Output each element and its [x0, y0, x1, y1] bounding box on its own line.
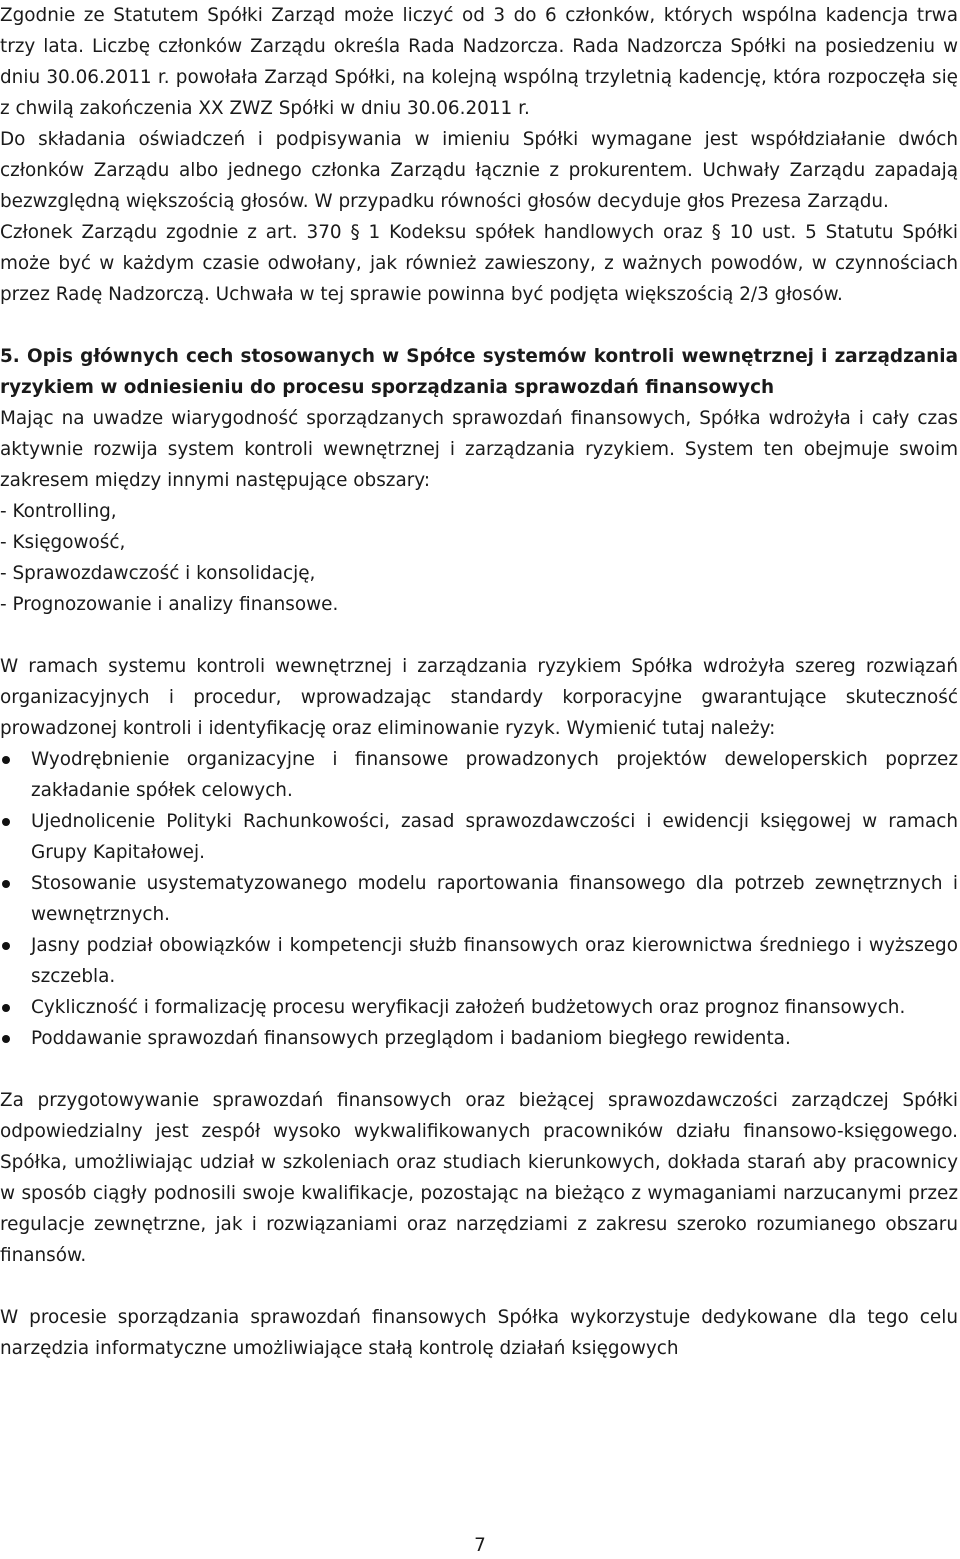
bullet-list-item [0, 868, 958, 930]
bullet-icon [2, 1004, 10, 1012]
bullet-list-item [0, 992, 958, 1023]
measures-bullet-list [0, 744, 958, 1054]
paragraph-board-dismissal: Członek Zarządu zgodnie z art. 370 § 1 Kodeksu spółek handlowych oraz § 10 ust. 5 Statutu Spółki może być w każdym czasie odwołany, jak również zawieszony, z ważnych powodów, w czynnościach przez Radę Nadzorczą. Uchwała w tej sprawie powinna być podjęta większością 2/3 głosów. [0, 222, 958, 305]
paragraph-board-composition: Zgodnie ze Statutem Spółki Zarząd może liczyć od 3 do 6 członków, których wspólna kadencja trwa trzy lata. Liczbę członków Zarządu określa Rada Nadzorcza. Rada Nadzorcza Spółki na posiedzeniu w dniu 30.06.2011 r. powołała Zarząd Spółki, na kolejną wspólną trzyletnią kadencję, która rozpoczęła się z chwilą zakończenia XX ZWZ Spółki w dniu 30.06.2011 r. [0, 5, 958, 119]
paragraph-it-tools: W procesie sporządzania sprawozdań finansowych Spółka wykorzystuje dedykowane dla tego celu narzędzia informatyczne umożliwiające stałą kontrolę działań księgowych [0, 1307, 958, 1359]
dash-list-item: - Księgowość, [0, 532, 126, 553]
dash-list-item: - Kontrolling, [0, 501, 117, 522]
bullet-list-item [0, 930, 958, 992]
page-number: 7 [474, 1535, 486, 1556]
section-heading: 5. Opis głównych cech stosowanych w Spółce systemów kontroli wewnętrznej i zarządzania ryzykiem w odniesieniu do procesu sporządzania sprawozdań finansowych [0, 346, 958, 398]
bullet-text: Wyodrębnienie organizacyjne i finansowe prowadzonych projektów deweloperskich poprzez zakładanie spółek celowych. [31, 749, 958, 801]
dash-list-item: - Sprawozdawczość i konsolidację, [0, 563, 316, 584]
bullet-icon [2, 756, 10, 764]
bullet-icon [2, 880, 10, 888]
bullet-list-item [0, 1023, 958, 1054]
bullet-text: Ujednolicenie Polityki Rachunkowości, zasad sprawozdawczości i ewidencji księgowej w ramach Grupy Kapitałowej. [31, 811, 958, 863]
bullet-text: Poddawanie sprawozdań finansowych przeglądom i badaniom biegłego rewidenta. [31, 1028, 791, 1049]
bullet-icon [2, 1035, 10, 1043]
paragraph-finance-staff: Za przygotowywanie sprawozdań finansowych oraz bieżącej sprawozdawczości zarządczej Spółki odpowiedzialny jest zespół wysoko wykwalifikowanych pracowników działu finansowo-księgowego. Spółka, umożliwiając udział w szkoleniach oraz studiach kierunkowych, dokłada starań aby pracownicy w sposób ciągły podnosili swoje kwalifikacje, pozostając na bieżąco z wymaganiami narzucanymi przez regulacje zewnętrzne, jak i rozwiązaniami oraz narzędziami z zakresu szeroko rozumianego obszaru finansów. [0, 1090, 958, 1266]
bullet-text: Stosowanie usystematyzowanego modelu raportowania finansowego dla potrzeb zewnętrznych i wewnętrznych. [31, 873, 958, 925]
bullet-list-item [0, 744, 958, 806]
paragraph-section-intro: Mając na uwadze wiarygodność sporządzanych sprawozdań finansowych, Spółka wdrożyła i cały czas aktywnie rozwija system kontroli wewnętrznej i zarządzania ryzykiem. System ten obejmuje swoim zakresem między innymi następujące obszary: [0, 408, 958, 491]
areas-dash-list [0, 496, 958, 620]
bullet-text: Jasny podział obowiązków i kompetencji służb finansowych oraz kierownictwa średniego i wyższego szczebla. [31, 935, 958, 987]
bullet-text: Cykliczność i formalizację procesu weryfikacji założeń budżetowych oraz prognoz finansowych. [31, 997, 906, 1018]
bullet-icon [2, 818, 10, 826]
bullet-icon [2, 942, 10, 950]
paragraph-signing-rules: Do składania oświadczeń i podpisywania w imieniu Spółki wymagane jest współdziałanie dwóch członków Zarządu albo jednego członka Zarządu łącznie z prokurentem. Uchwały Zarządu zapadają bezwzględną większością głosów. W przypadku równości głosów decyduje głos Prezesa Zarządu. [0, 129, 958, 212]
spacer [0, 620, 958, 651]
spacer [0, 1054, 958, 1085]
dash-list-item: - Prognozowanie i analizy finansowe. [0, 594, 339, 615]
paragraph-control-system: W ramach systemu kontroli wewnętrznej i zarządzania ryzykiem Spółka wdrożyła szereg rozwiązań organizacyjnych i procedur, wprowadzając standardy korporacyjne gwarantujące skuteczność prowadzonej kontroli i identyfikację oraz eliminowanie ryzyk. Wymienić tutaj należy: [0, 656, 958, 739]
spacer [0, 310, 958, 341]
bullet-list-item [0, 806, 958, 868]
spacer [0, 1271, 958, 1302]
